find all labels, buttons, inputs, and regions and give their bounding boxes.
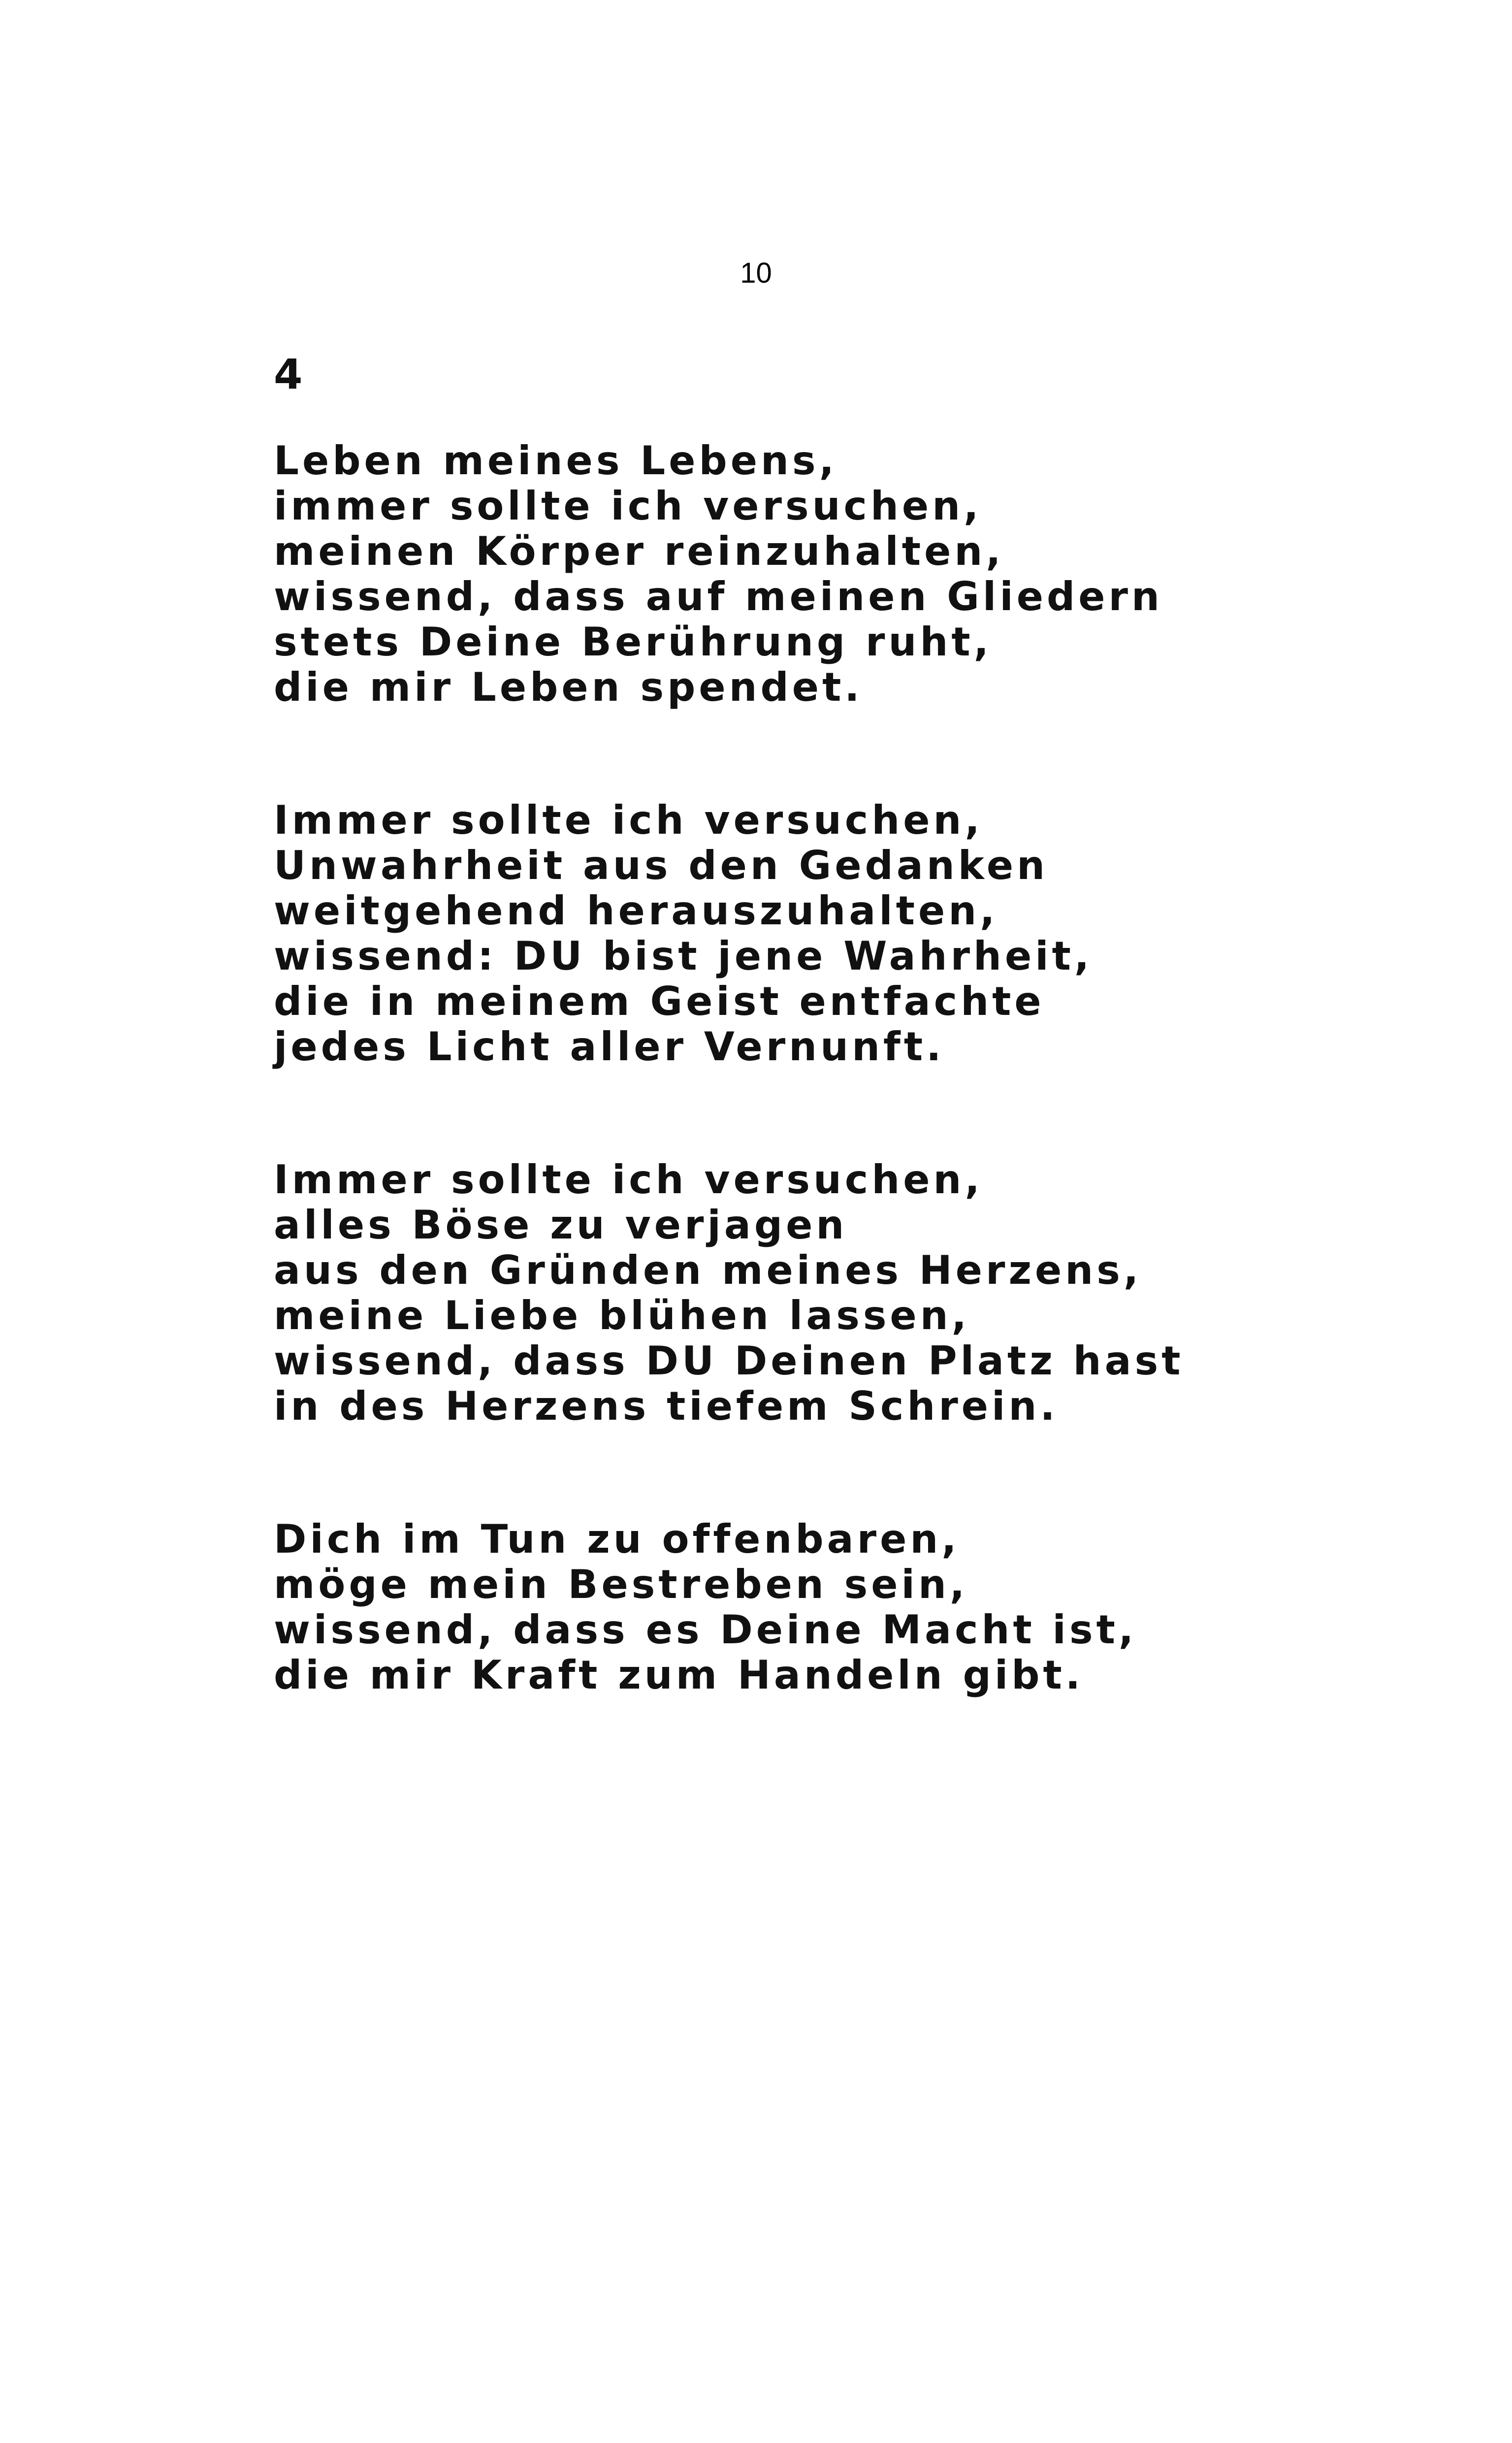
poem-line: möge mein Bestreben sein, bbox=[274, 1562, 968, 1607]
poem-line: weitgehend herauszuhalten, bbox=[274, 888, 998, 934]
poem-line: wissend: DU bist jene Wahrheit, bbox=[274, 933, 1093, 979]
stanza-1 bbox=[274, 438, 1465, 710]
poem-line: die in meinem Geist entfachte bbox=[274, 978, 1045, 1024]
poem-line: meine Liebe blühen lassen, bbox=[274, 1293, 970, 1338]
poem-line: Leben meines Lebens, bbox=[274, 438, 837, 484]
poem-line: Immer sollte ich versuchen, bbox=[274, 797, 983, 843]
poem-number: 4 bbox=[274, 350, 303, 398]
poem-line: wissend, dass es Deine Macht ist, bbox=[274, 1607, 1137, 1653]
poem-line: Dich im Tun zu offenbaren, bbox=[274, 1516, 960, 1562]
poem-line: meinen Körper reinzuhalten, bbox=[274, 528, 1004, 574]
stanza-2 bbox=[274, 798, 1465, 1070]
poem-line: Immer sollte ich versuchen, bbox=[274, 1157, 983, 1203]
poem-line: wissend, dass DU Deinen Platz hast bbox=[274, 1338, 1184, 1384]
poem-line: aus den Gründen meines Herzens, bbox=[274, 1247, 1142, 1293]
poem-line: alles Böse zu verjagen bbox=[274, 1202, 848, 1248]
poem-line: wissend, dass auf meinen Gliedern bbox=[274, 574, 1163, 619]
poem-line: immer sollte ich versuchen, bbox=[274, 483, 982, 529]
poem-line: in des Herzens tiefem Schrein. bbox=[274, 1383, 1059, 1429]
poem-line: die mir Kraft zum Handeln gibt. bbox=[274, 1652, 1084, 1698]
poem-line: stets Deine Berührung ruht, bbox=[274, 619, 993, 665]
stanza-4 bbox=[274, 1517, 1465, 1698]
stanza-3 bbox=[274, 1157, 1465, 1429]
poem-line: jedes Licht aller Vernunft. bbox=[274, 1024, 945, 1070]
poem-line: die mir Leben spendet. bbox=[274, 664, 863, 710]
poem-line: Unwahrheit aus den Gedanken bbox=[274, 843, 1049, 888]
page-number: 10 bbox=[740, 257, 772, 289]
poem bbox=[274, 340, 1465, 1786]
